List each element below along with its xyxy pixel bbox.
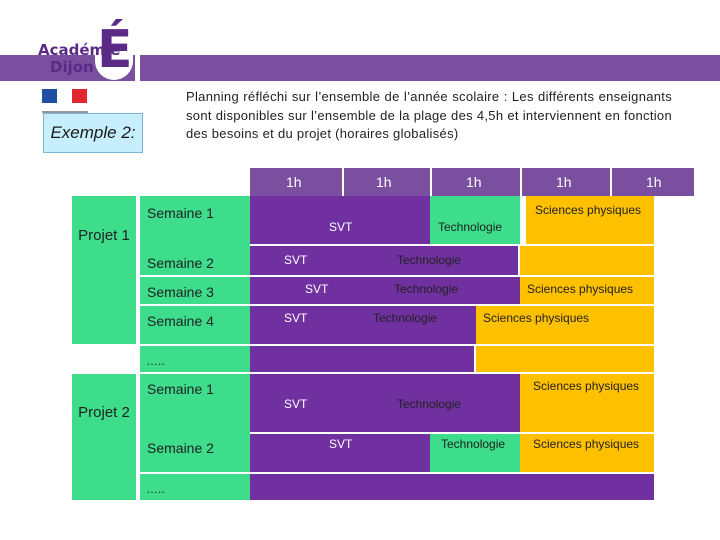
week-label: Semaine 2: [147, 440, 214, 456]
ellipsis-text: …..: [146, 482, 165, 496]
hour-label: 1h: [556, 174, 572, 190]
slot-label: Sciences physiques: [535, 203, 642, 217]
project-2-label-cell: [72, 374, 136, 500]
slot-empty: [520, 246, 654, 275]
academie-logo: [38, 22, 138, 90]
week-label: Semaine 1: [147, 381, 214, 397]
hour-label: 1h: [376, 174, 392, 190]
republic-flag-icon: [42, 89, 88, 113]
description-text: Planning réfléchi sur l’ensemble de l’année scolaire : Les différents enseignants sont disponibles sur l’ensemble de la plage des 4,5h et interviennent en fonction des besoins et du projet (horaires globalisés): [186, 89, 672, 141]
ellipsis-text: …..: [146, 354, 165, 368]
hour-label: 1h: [646, 174, 662, 190]
hour-label: 1h: [286, 174, 302, 190]
ellipsis-orange: [476, 346, 654, 372]
logo-line1: Académie: [38, 41, 121, 59]
slot-label: SVT: [329, 220, 353, 234]
project-1-label-cell: [72, 196, 136, 344]
slot-label: Sciences physiques: [533, 437, 640, 451]
slot-label: Technologie: [397, 253, 462, 267]
week-label: Semaine 1: [147, 205, 214, 221]
ellipsis-purple: [250, 346, 474, 372]
ellipsis-purple: [250, 474, 654, 500]
slot-label: Technologie: [397, 397, 462, 411]
hours-divider: [520, 168, 522, 196]
slot-label: SVT: [329, 437, 353, 451]
slot-label: Technologie: [394, 282, 459, 296]
hours-divider: [342, 168, 344, 196]
week-label: Semaine 3: [147, 284, 214, 300]
slot-label: Sciences physiques: [533, 379, 640, 393]
slot-label: Technologie: [438, 220, 503, 234]
hours-divider: [610, 168, 612, 196]
slot-label: Sciences physiques: [527, 282, 634, 296]
logo-line2: Dijon: [50, 58, 94, 76]
slot-label: SVT: [284, 311, 308, 325]
week-label: Semaine 4: [147, 313, 214, 329]
slot-label: SVT: [284, 397, 308, 411]
hour-label: 1h: [466, 174, 482, 190]
slot-label: Technologie: [373, 311, 438, 325]
hours-divider: [430, 168, 432, 196]
slot-label: SVT: [305, 282, 329, 296]
project-2-label: Projet 2: [78, 404, 130, 421]
logo-letter: É: [97, 20, 133, 80]
slot-label: Technologie: [441, 437, 506, 451]
slot-label: SVT: [284, 253, 308, 267]
slot-label: Sciences physiques: [483, 311, 590, 325]
example-label: Exemple 2:: [43, 113, 143, 153]
project-1-label: Projet 1: [78, 227, 130, 244]
week-label: Semaine 2: [147, 255, 214, 271]
